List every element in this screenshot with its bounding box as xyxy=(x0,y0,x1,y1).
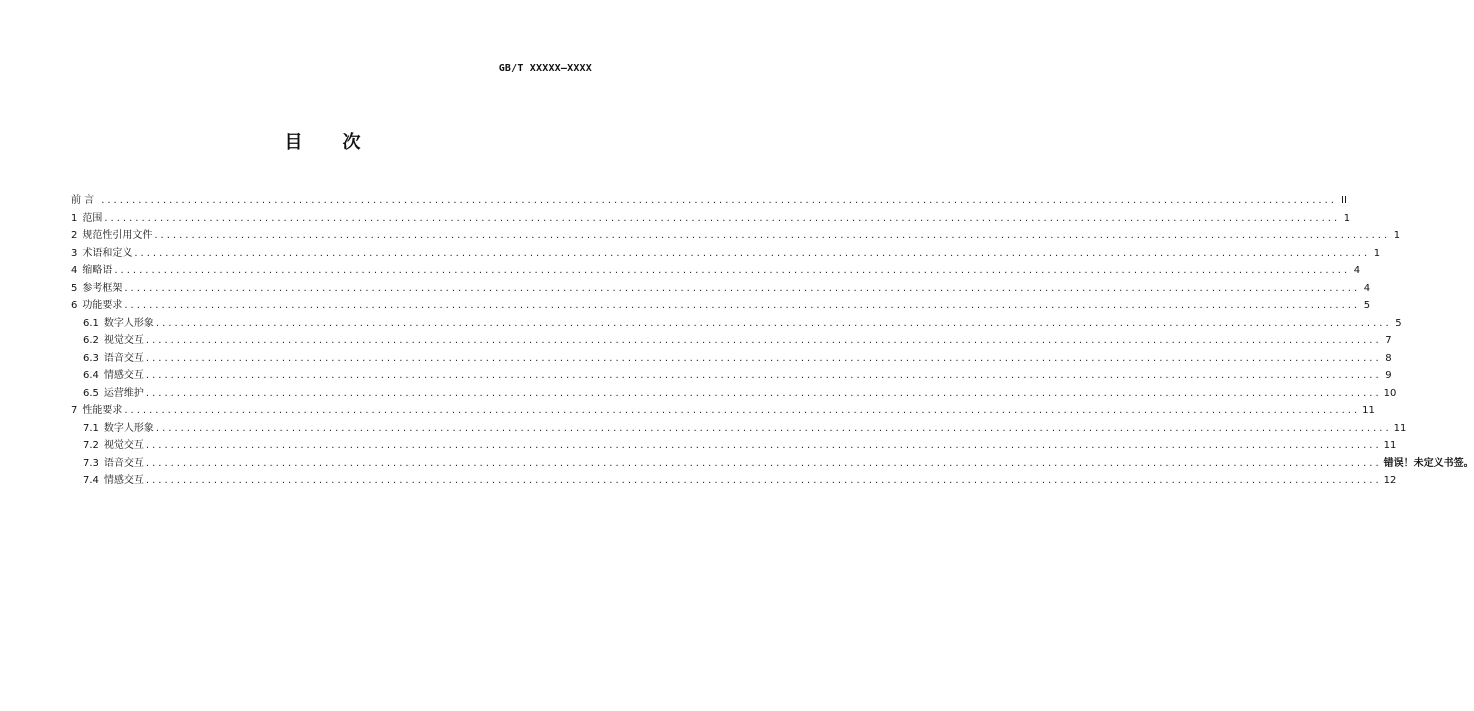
toc-entry-label xyxy=(71,227,152,245)
toc-entry-number: 2 xyxy=(71,230,78,241)
toc-entry[interactable] xyxy=(71,332,1392,350)
toc-entry-number: 6.4 xyxy=(83,370,99,381)
toc-page-number: 10 xyxy=(1383,387,1397,399)
toc-entry[interactable] xyxy=(71,385,1397,403)
toc-entry-title: 参考框架 xyxy=(82,282,123,294)
toc-entry-number: 6.3 xyxy=(83,352,99,364)
toc-entry-label xyxy=(71,297,122,315)
toc-entry-number: 前 言 xyxy=(71,195,95,206)
toc-entry-number: 3 xyxy=(71,247,78,259)
toc-page-number: 4 xyxy=(1363,282,1371,294)
toc-entry-label xyxy=(83,367,144,385)
toc-entry-label xyxy=(83,385,144,403)
document-code: GB/T XXXXX—XXXX xyxy=(498,63,592,74)
dot-leader: ........................................................................................................................................................................................................ xyxy=(134,247,1371,259)
toc-entry-number: 1 xyxy=(71,212,78,224)
toc-entry-title: 数字人形象 xyxy=(103,317,154,329)
toc-page-number: 11 xyxy=(1393,422,1407,434)
toc-entry-label xyxy=(83,420,154,438)
toc-entry[interactable] xyxy=(71,192,1347,210)
toc-entry-title: 视觉交互 xyxy=(103,335,144,346)
dot-leader: ........................................................................................................................................................................................................ xyxy=(154,230,1391,241)
toc-entry[interactable] xyxy=(71,472,1397,490)
toc-entry-label xyxy=(71,280,122,298)
toc-entry-number: 7.1 xyxy=(83,422,99,434)
toc-bookmark-error: 错误！未定义书签。 xyxy=(1383,457,1474,469)
toc-entry-label xyxy=(71,262,112,280)
toc-entry-title: 缩略语 xyxy=(82,265,113,276)
toc-page-number: 5 xyxy=(1363,300,1371,311)
toc-entry-title: 功能要求 xyxy=(82,300,123,311)
dot-leader: ........................................................................................................................................................................................................ xyxy=(124,405,1361,416)
toc-entry-title: 数字人形象 xyxy=(103,422,154,434)
toc-entry[interactable] xyxy=(71,437,1397,455)
toc-entry-number: 7.2 xyxy=(83,440,99,451)
dot-leader: ........................................................................................................................................................................................................ xyxy=(145,457,1382,469)
toc-entry-label xyxy=(83,315,154,333)
toc-entry[interactable] xyxy=(71,350,1392,368)
toc-page-number: 7 xyxy=(1385,335,1392,346)
toc-entry-number: 7.4 xyxy=(83,475,99,486)
toc-entry-title: 视觉交互 xyxy=(103,440,144,451)
toc-entry-label xyxy=(83,455,144,473)
toc-entry[interactable] xyxy=(71,280,1371,298)
toc-entry-label xyxy=(83,472,144,490)
toc-entry-number: 4 xyxy=(71,265,78,276)
toc-entry-title: 语音交互 xyxy=(103,457,144,469)
toc-page-number: 12 xyxy=(1383,475,1397,486)
toc-entry-title: 术语和定义 xyxy=(82,247,133,259)
dot-leader: ........................................................................................................................................................................................................ xyxy=(124,300,1361,311)
dot-leader: ........................................................................................................................................................................................................ xyxy=(145,387,1382,399)
dot-leader: ........................................................................................................................................................................................................ xyxy=(101,195,1337,206)
toc-entry-title: 性能要求 xyxy=(82,405,123,416)
toc-entry-label xyxy=(71,192,99,210)
toc-entry-label xyxy=(71,210,102,228)
dot-leader: ........................................................................................................................................................................................................ xyxy=(155,317,1392,329)
toc-entry[interactable] xyxy=(71,210,1351,228)
toc-entry-label xyxy=(71,245,132,263)
toc-entry-title: 情感交互 xyxy=(103,370,144,381)
page-title: 目次 xyxy=(284,132,401,153)
toc-entry[interactable] xyxy=(71,420,1407,438)
toc-entry-number: 7 xyxy=(71,405,78,416)
toc-page-number: 9 xyxy=(1385,370,1392,381)
toc-entry-label xyxy=(71,402,122,420)
toc-entry-number: 5 xyxy=(71,282,78,294)
toc-entry-number: 6.2 xyxy=(83,335,99,346)
toc-page-number: 1 xyxy=(1373,247,1381,259)
toc-page-number: II xyxy=(1341,195,1347,206)
toc-entry[interactable] xyxy=(71,262,1361,280)
toc-entry-number: 6.5 xyxy=(83,387,99,399)
toc-page-number: 4 xyxy=(1353,265,1361,276)
toc-entry-label xyxy=(83,437,144,455)
toc-entry[interactable] xyxy=(71,402,1375,420)
dot-leader: ........................................................................................................................................................................................................ xyxy=(104,212,1341,224)
toc-page-number: 1 xyxy=(1393,230,1401,241)
dot-leader: ........................................................................................................................................................................................................ xyxy=(145,352,1382,364)
toc-entry-title: 运营维护 xyxy=(103,387,144,399)
table-of-contents xyxy=(71,192,1474,490)
toc-entry-title: 范围 xyxy=(82,212,103,224)
toc-page-number: 8 xyxy=(1385,352,1392,364)
dot-leader: ........................................................................................................................................................................................................ xyxy=(145,440,1382,451)
toc-entry[interactable] xyxy=(71,297,1371,315)
toc-entry[interactable] xyxy=(71,367,1392,385)
dot-leader: ........................................................................................................................................................................................................ xyxy=(145,335,1382,346)
toc-entry-number: 7.3 xyxy=(83,457,99,469)
toc-entry-title: 情感交互 xyxy=(103,475,144,486)
toc-entry-number: 6 xyxy=(71,300,78,311)
dot-leader: ........................................................................................................................................................................................................ xyxy=(145,370,1382,381)
dot-leader: ........................................................................................................................................................................................................ xyxy=(124,282,1361,294)
toc-entry-title: 语音交互 xyxy=(103,352,144,364)
toc-entry-label xyxy=(83,350,144,368)
toc-entry[interactable] xyxy=(71,455,1474,473)
toc-entry[interactable] xyxy=(71,227,1401,245)
dot-leader: ........................................................................................................................................................................................................ xyxy=(145,475,1382,486)
toc-entry-number: 6.1 xyxy=(83,317,99,329)
toc-entry[interactable] xyxy=(71,315,1402,333)
dot-leader: ........................................................................................................................................................................................................ xyxy=(114,265,1351,276)
toc-page-number: 11 xyxy=(1383,440,1397,451)
toc-entry-label xyxy=(83,332,144,350)
toc-entry-title: 规范性引用文件 xyxy=(82,230,153,241)
dot-leader: ........................................................................................................................................................................................................ xyxy=(155,422,1392,434)
toc-page-number: 1 xyxy=(1343,212,1351,224)
toc-page-number: 11 xyxy=(1362,405,1375,416)
toc-page-number: 5 xyxy=(1395,317,1402,329)
toc-entry[interactable] xyxy=(71,245,1381,263)
